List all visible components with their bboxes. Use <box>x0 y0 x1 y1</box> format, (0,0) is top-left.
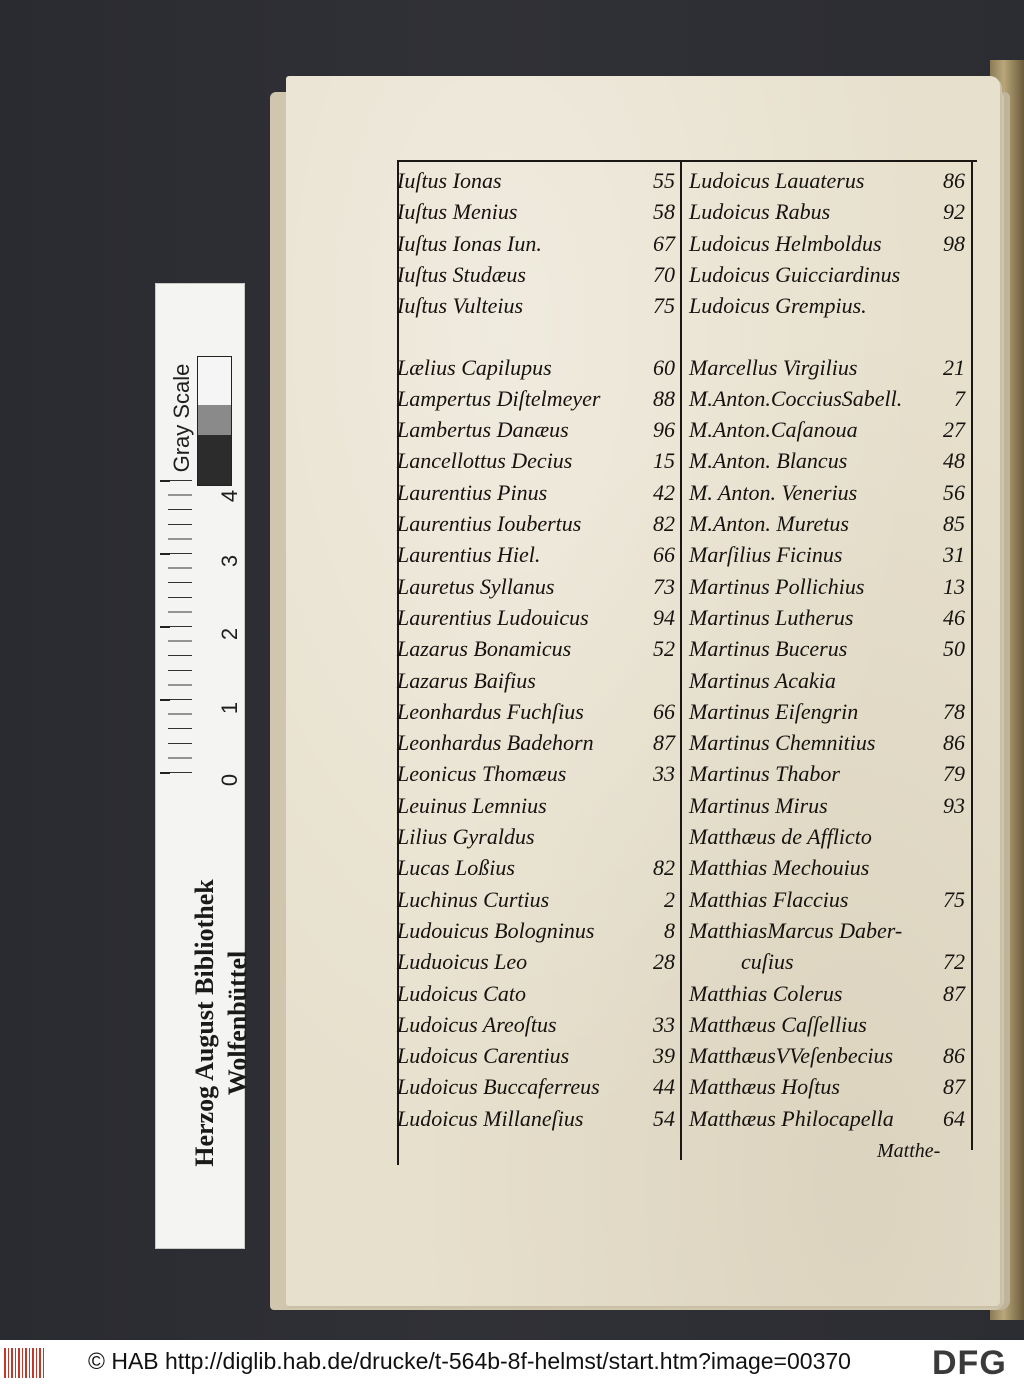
entry-page-number: 2 <box>664 886 675 912</box>
entry-name: Iuſtus Menius <box>397 199 518 225</box>
entry-page-number: 66 <box>653 542 675 568</box>
entry-page-number: 21 <box>943 354 965 380</box>
entry-page-number: 94 <box>653 604 675 630</box>
entry-name: Ludoicus Areoſtus <box>397 1011 557 1037</box>
entry-page-number: 87 <box>943 980 965 1006</box>
entry-name: Matthias Flaccius <box>689 886 849 912</box>
index-entry <box>689 979 965 1009</box>
entry-page-number: 50 <box>943 636 965 662</box>
entry-name: Lazarus Bonamicus <box>397 636 572 662</box>
entry-name: M. Anton. Venerius <box>689 479 858 505</box>
entry-name: Lambertus Danæus <box>397 417 569 443</box>
index-entry <box>689 572 965 602</box>
entry-name: Iuſtus Ionas Iun. <box>397 230 542 256</box>
entry-page-number: 28 <box>653 949 675 975</box>
entry-page-number: 15 <box>653 448 675 474</box>
entry-name: Ludouicus Bologninus <box>397 917 595 943</box>
index-entry <box>689 603 965 633</box>
entry-name: Marſilius Ficinus <box>689 542 843 568</box>
entry-name: Ludoicus Guicciardinus <box>689 261 901 287</box>
entry-name: Martinus Pollichius <box>689 573 865 599</box>
entry-page-number: 96 <box>653 417 675 443</box>
entry-page-number: 31 <box>943 542 965 568</box>
entry-name: Martinus Lutherus <box>689 604 854 630</box>
entry-page-number: 33 <box>653 761 675 787</box>
entry-page-number: 44 <box>653 1074 675 1100</box>
entry-name: Martinus Mirus <box>689 792 828 818</box>
index-entry <box>689 446 965 476</box>
entry-name: Laurentius Ludouicus <box>397 604 589 630</box>
entry-page-number: 70 <box>653 261 675 287</box>
gray-scale-ruler <box>155 283 252 1249</box>
entry-name: Lampertus Diſtelmeyer <box>397 385 601 411</box>
index-entry <box>689 415 965 445</box>
entry-name: Lælius Capilupus <box>397 354 552 380</box>
index-entry <box>689 509 965 539</box>
entry-name: Laurentius Hiel. <box>397 542 541 568</box>
barcode-icon <box>4 1348 46 1378</box>
entry-name: Ludoicus Helmboldus <box>689 230 882 256</box>
entry-name: Martinus Eiſengrin <box>689 698 859 724</box>
entry-page-number: 60 <box>653 354 675 380</box>
entry-page-number: 52 <box>653 636 675 662</box>
entry-page-number: 87 <box>943 1074 965 1100</box>
entry-page-number: 48 <box>943 448 965 474</box>
entry-name: cuſius <box>741 949 794 975</box>
index-entry <box>689 1104 965 1134</box>
entry-name: Leonhardus Fuchſius <box>397 698 584 724</box>
entry-page-number: 86 <box>943 1043 965 1069</box>
index-entry <box>689 540 965 570</box>
entry-name: Matthæus de Afflicto <box>689 824 872 849</box>
entry-page-number: 75 <box>943 886 965 912</box>
entry-name: Laurentius Ioubertus <box>397 511 582 536</box>
entry-page-number: 13 <box>943 573 965 599</box>
catchword: Matthe- <box>877 1140 941 1162</box>
index-entry <box>689 791 965 821</box>
entry-page-number: 72 <box>943 949 965 975</box>
index-entry <box>689 1010 965 1040</box>
index-entry <box>689 759 965 789</box>
entry-page-number: 82 <box>653 855 675 881</box>
index-entry <box>689 291 965 321</box>
ruler-tick-label: 0 <box>217 773 242 787</box>
entry-page-number: 75 <box>653 293 675 319</box>
entry-name: M.Anton.CocciusSabell. <box>689 385 903 411</box>
entry-page-number: 8 <box>664 917 675 943</box>
entry-name: MatthæusVVeſenbecius <box>689 1043 894 1069</box>
entry-name: Ludoicus Buccaferreus <box>397 1074 600 1100</box>
entry-name: Matthæus Hoſtus <box>689 1074 840 1100</box>
entry-page-number: 54 <box>653 1105 675 1131</box>
entry-page-number: 86 <box>943 168 965 193</box>
entry-page-number: 78 <box>943 698 965 724</box>
footer-bar <box>0 1340 1024 1386</box>
index-entry <box>689 947 965 977</box>
index-entry <box>689 1041 965 1071</box>
gray-patch-dark <box>198 435 231 485</box>
entry-page-number: 67 <box>653 230 675 256</box>
index-entry <box>689 822 965 852</box>
index-entry <box>689 666 965 696</box>
library-name <box>188 693 258 1353</box>
entry-page-number: 39 <box>653 1043 675 1069</box>
index-entry <box>689 728 965 758</box>
entry-name: Martinus Thabor <box>689 761 840 787</box>
entry-name: Leonicus Thomæus <box>397 761 567 787</box>
index-entry <box>689 916 965 946</box>
entry-name: Matthias Mechouius <box>689 855 870 881</box>
gray-scale-label: Gray Scale <box>169 363 194 473</box>
index-entry <box>689 384 965 414</box>
entry-name: Iuſtus Studæus <box>397 261 526 287</box>
entry-page-number: 7 <box>954 385 965 411</box>
index-entry <box>689 229 965 259</box>
entry-page-number: 27 <box>943 417 965 443</box>
entry-page-number: 42 <box>653 479 675 505</box>
gray-scale-patches <box>197 356 232 486</box>
library-name-line1: Herzog August Bibliothek <box>190 879 219 1167</box>
index-entry <box>689 885 965 915</box>
entry-page-number: 55 <box>653 168 675 193</box>
entry-page-number: 82 <box>653 511 675 536</box>
entry-name: Ludoicus Millaneſius <box>397 1105 584 1131</box>
library-name-line2: Wolfenbüttel <box>223 950 252 1096</box>
entry-page-number: 79 <box>943 761 965 787</box>
entry-page-number: 93 <box>943 792 965 818</box>
index-entry <box>689 697 965 727</box>
footer-copyright-link[interactable]: © HAB http://diglib.hab.de/drucke/t-564b-8f-helmst/start.htm?image=00370 <box>88 1348 851 1374</box>
entry-page-number: 46 <box>943 604 965 630</box>
entry-page-number: 66 <box>653 698 675 724</box>
entry-name: Laurentius Pinus <box>397 479 548 505</box>
gray-patch-mid <box>198 405 231 435</box>
entry-name: M.Anton.Caſanoua <box>689 417 858 443</box>
entry-name: Luduoicus Leo <box>397 949 528 975</box>
ruler-tick-label: 3 <box>217 554 242 568</box>
entry-name: Iuſtus Vulteius <box>397 293 524 319</box>
ruler-tick-label: 4 <box>217 489 242 503</box>
entry-name: Lauretus Syllanus <box>397 573 555 599</box>
entry-page-number: 86 <box>943 730 965 756</box>
index-entry <box>689 1072 965 1102</box>
entry-name: Matthias Colerus <box>689 980 843 1006</box>
entry-name: Lucas Loßius <box>397 855 515 881</box>
entry-name: Ludoicus Rabus <box>689 199 831 225</box>
entry-name: Lancellottus Decius <box>397 448 573 474</box>
entry-name: Iuſtus Ionas <box>397 168 502 193</box>
index-entry <box>689 853 965 883</box>
index-entry <box>689 353 965 383</box>
index-entry <box>689 197 965 227</box>
index-entry <box>689 260 965 290</box>
index-table <box>397 160 975 1165</box>
entry-page-number: 64 <box>943 1105 965 1131</box>
entry-name: Ludoicus Carentius <box>397 1043 570 1069</box>
entry-name: MatthiasMarcus Daber- <box>689 917 903 943</box>
index-column-right <box>397 160 977 1160</box>
entry-name: Leonhardus Badehorn <box>397 730 594 756</box>
entry-page-number: 92 <box>943 199 965 225</box>
index-entry <box>689 166 965 196</box>
entry-name: Martinus Chemnitius <box>689 730 876 756</box>
index-entry <box>689 478 965 508</box>
entry-name: Leuinus Lemnius <box>397 792 547 818</box>
dfg-logo: DFG <box>932 1344 1007 1382</box>
entry-name: Martinus Acakia <box>689 667 836 693</box>
entry-page-number: 73 <box>653 573 675 599</box>
entry-name: Ludoicus Lauaterus <box>689 168 865 193</box>
entry-page-number: 56 <box>943 479 965 505</box>
entry-name: Matthæus Philocapella <box>689 1105 894 1131</box>
ruler-tick-label: 1 <box>217 701 242 715</box>
entry-page-number: 58 <box>653 199 675 225</box>
index-entry <box>689 634 965 664</box>
entry-page-number: 98 <box>943 230 965 256</box>
entry-name: Ludoicus Cato <box>397 980 526 1006</box>
entry-page-number: 85 <box>943 511 965 536</box>
entry-name: Martinus Bucerus <box>689 636 848 662</box>
entry-name: Lazarus Baifius <box>397 667 536 693</box>
ruler-major-ticks <box>160 480 170 780</box>
entry-name: Lilius Gyraldus <box>397 824 535 849</box>
entry-page-number: 88 <box>653 385 675 411</box>
entry-name: Marcellus Virgilius <box>689 354 858 380</box>
entry-name: Ludoicus Grempius. <box>689 293 867 319</box>
entry-name: M.Anton. Muretus <box>689 511 849 536</box>
entry-page-number: 87 <box>653 730 675 756</box>
gray-patch-white <box>198 357 231 405</box>
entry-name: Matthæus Caſſellius <box>689 1011 867 1037</box>
entry-name: M.Anton. Blancus <box>689 448 848 474</box>
entry-name: Luchinus Curtius <box>397 886 550 912</box>
entry-page-number: 33 <box>653 1011 675 1037</box>
ruler-tick-label: 2 <box>217 627 242 641</box>
